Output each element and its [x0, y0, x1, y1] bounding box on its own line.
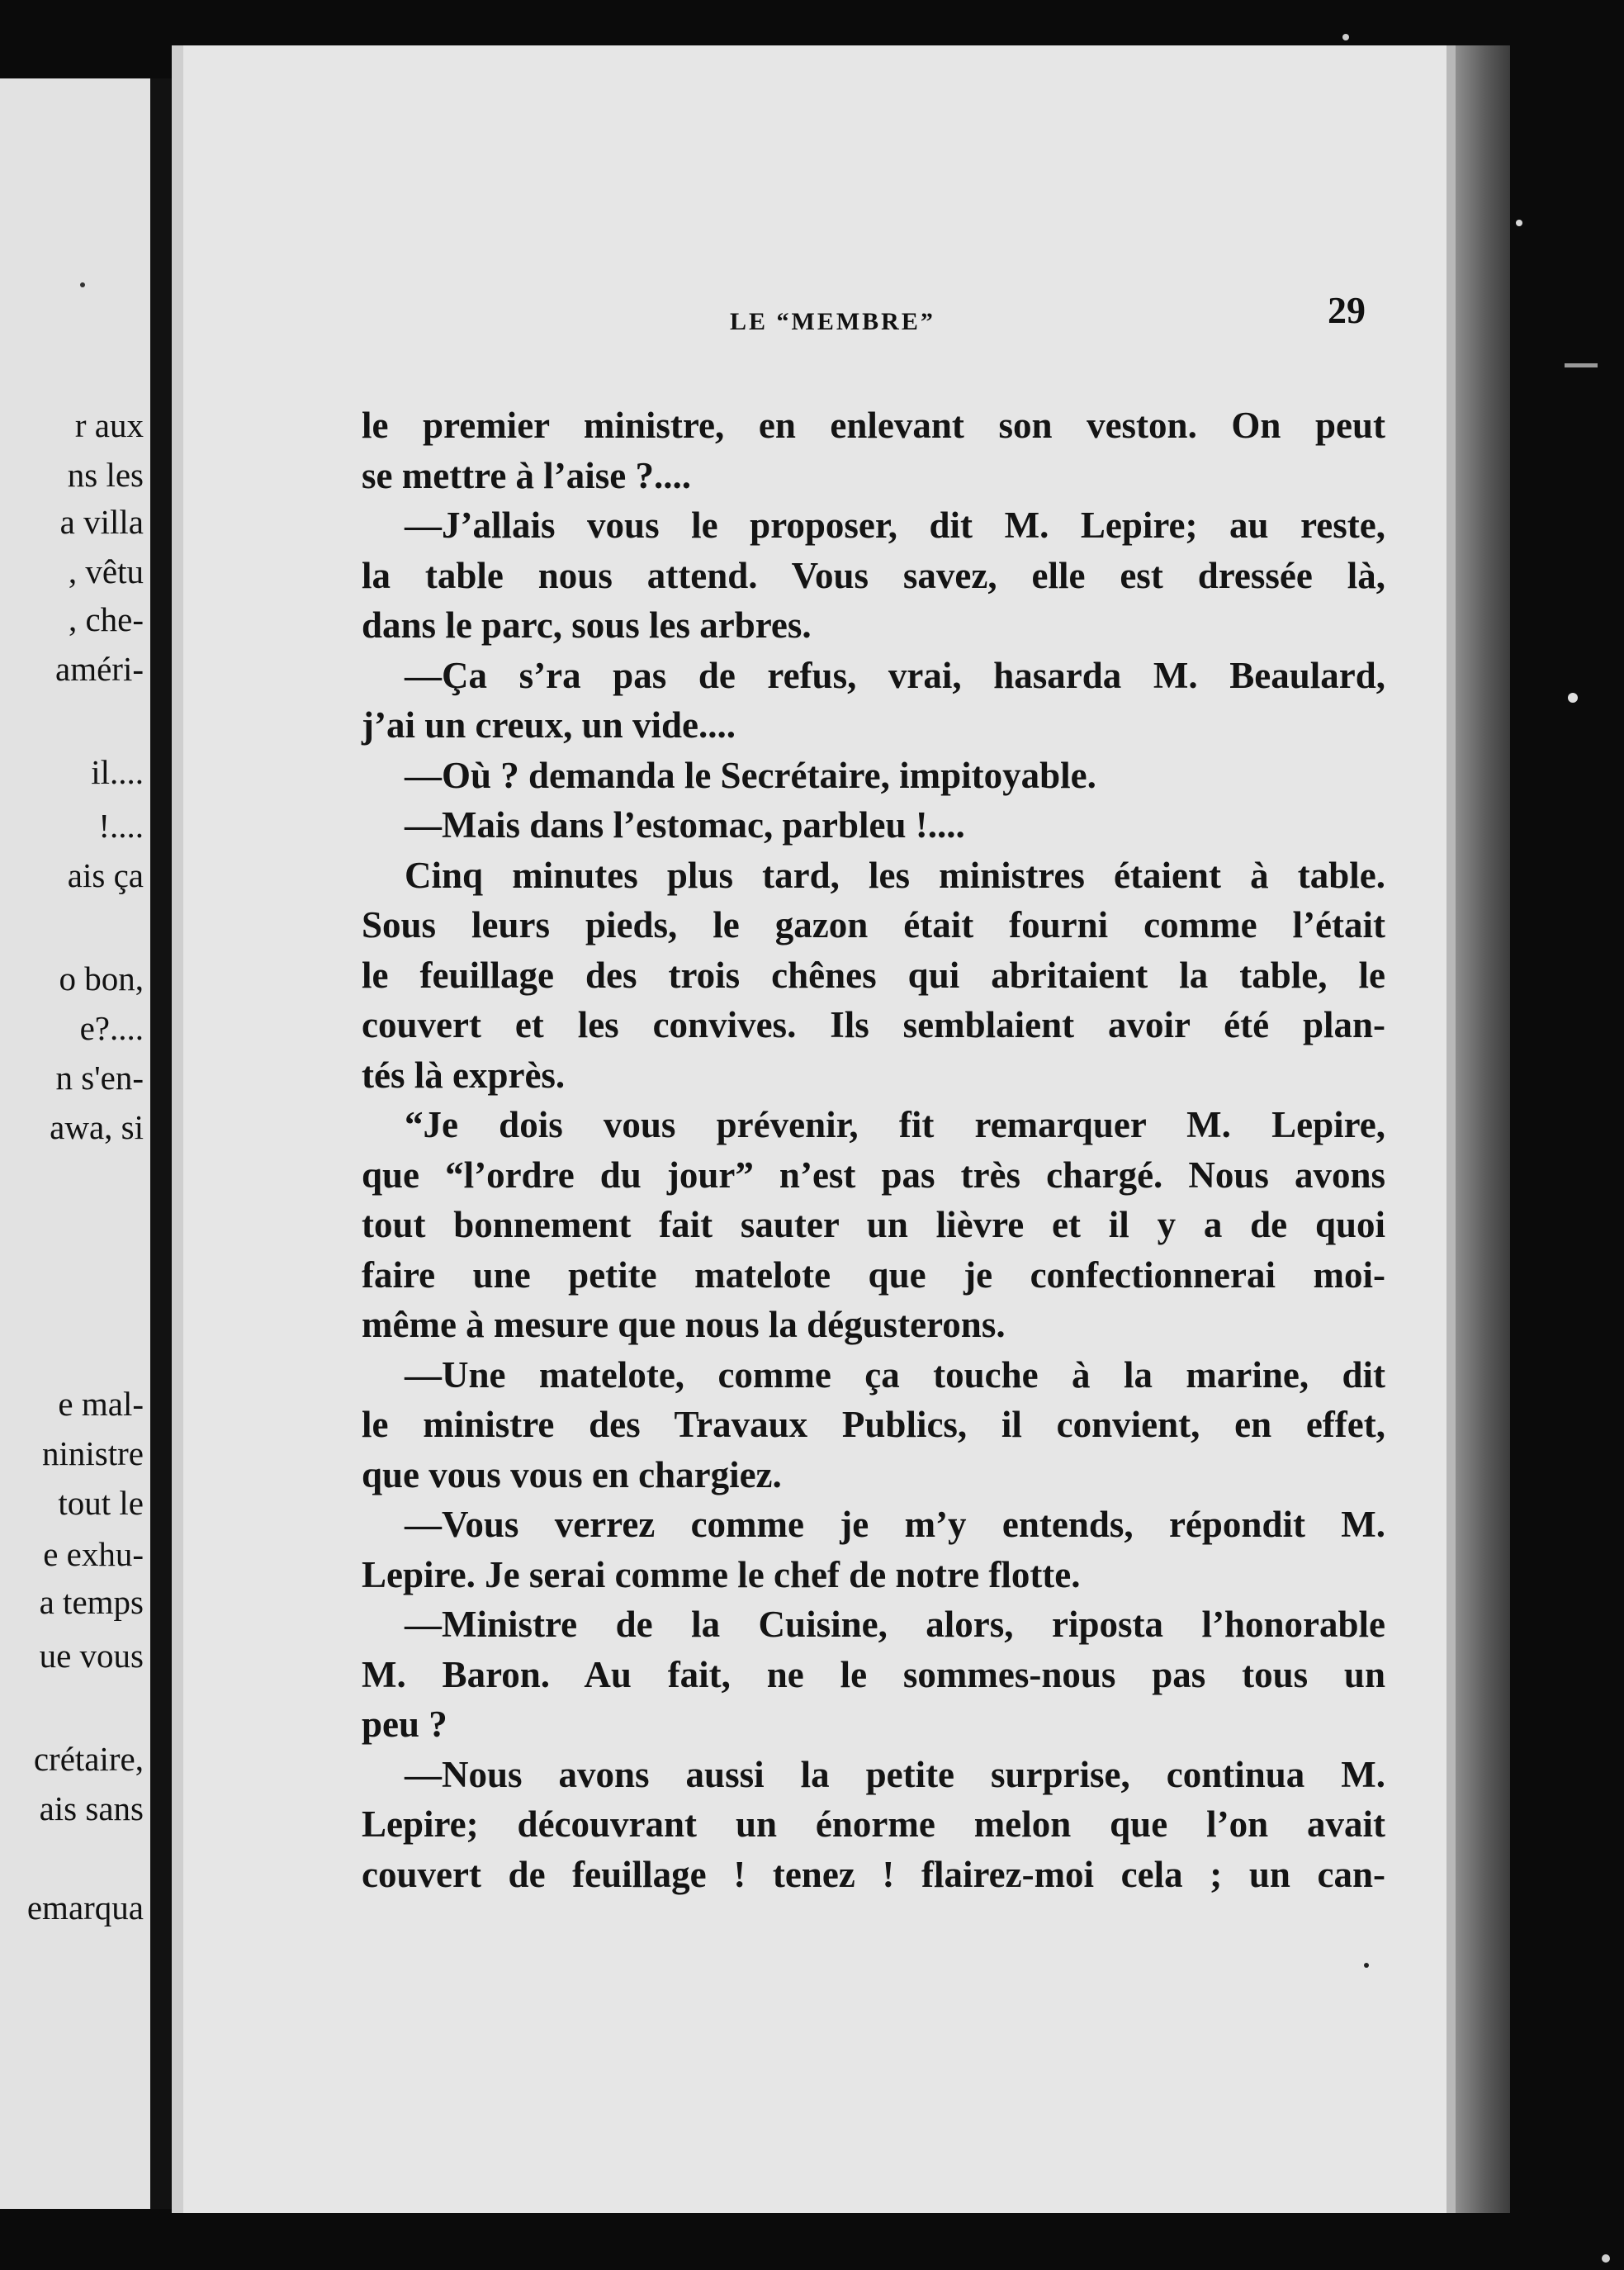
text-line: tout bonnement fait sauter un lièvre et il y a de quoi	[362, 1204, 1385, 1245]
text-line: tés là exprès.	[362, 1054, 566, 1096]
text-line: couvert et les convives. Ils semblaient avoir été plan-	[362, 1004, 1385, 1045]
left-page-line: il....	[91, 753, 144, 791]
text-line: —J’allais vous le proposer, dit M. Lepire; au reste,	[405, 505, 1385, 546]
book-gutter	[150, 78, 173, 2209]
left-page-fragment	[0, 78, 150, 2209]
left-page-line: r aux	[74, 406, 144, 444]
text-line: faire une petite matelote que je confectionnerai moi-	[362, 1253, 1385, 1296]
left-page-line: , vêtu	[68, 552, 144, 590]
text-line: dans le parc, sous les arbres.	[362, 604, 812, 646]
left-page-line: o bon,	[59, 960, 144, 998]
text-line: Sous leurs pieds, le gazon était fourni comme l’était	[362, 904, 1385, 945]
left-page-line: tout le	[58, 1484, 144, 1522]
left-page-line: ninistre	[42, 1434, 144, 1472]
text-line: le premier ministre, en enlevant son veston. On peut	[362, 405, 1385, 446]
left-page-line: , che-	[68, 600, 144, 638]
text-line: que “l’ordre du jour” n’est pas très chargé. Nous avons	[362, 1154, 1385, 1196]
left-page-line: !....	[98, 807, 144, 845]
left-page-line: a temps	[39, 1583, 144, 1621]
page-stack-edge	[1456, 45, 1510, 2213]
left-page-line: e exhu-	[43, 1535, 144, 1573]
left-page-line: n s'en-	[55, 1059, 144, 1097]
text-line: j’ai un creux, un vide....	[362, 704, 736, 746]
text-line: la table nous attend. Vous savez, elle est dressée là,	[362, 554, 1385, 596]
text-line: Lepire. Je serai comme le chef de notre flotte.	[362, 1553, 1081, 1595]
text-line: se mettre à l’aise ?....	[362, 454, 692, 496]
left-page-line: ais sans	[39, 1789, 144, 1827]
left-page-line: awa, si	[50, 1108, 144, 1146]
text-line: M. Baron. Au fait, ne le sommes-nous pas tous un	[362, 1653, 1385, 1695]
left-page-line: e mal-	[58, 1385, 144, 1423]
text-line: —Une matelote, comme ça touche à la marine, dit	[405, 1353, 1385, 1396]
left-page-line: crétaire,	[33, 1740, 144, 1778]
left-page-line: e?....	[79, 1009, 144, 1047]
left-page-line: ns les	[67, 456, 144, 494]
text-line: le feuillage des trois chênes qui abritaient la table, le	[362, 954, 1385, 996]
text-line: Cinq minutes plus tard, les ministres étaient à table.	[405, 854, 1385, 896]
left-page-line: ais ça	[67, 856, 144, 894]
text-line: même à mesure que nous la dégusterons.	[362, 1304, 1006, 1345]
text-line: Lepire; découvrant un énorme melon que l’on avait	[362, 1803, 1385, 1845]
text-line: le ministre des Travaux Publics, il convient, en effet,	[362, 1404, 1385, 1445]
book-page	[172, 45, 1456, 2213]
text-line: —Nous avons aussi la petite surprise, continua M.	[405, 1753, 1385, 1795]
text-line: couvert de feuillage ! tenez ! flairez-moi cela ; un can-	[362, 1853, 1385, 1895]
text-line: que vous vous en chargiez.	[362, 1453, 782, 1495]
text-line: —Ça s’ra pas de refus, vrai, hasarda M. Beaulard,	[405, 654, 1385, 696]
text-line: peu ?	[362, 1704, 447, 1745]
left-page-line: améri-	[55, 650, 144, 688]
text-line: “Je dois vous prévenir, fit remarquer M. Lepire,	[405, 1104, 1385, 1145]
text-line: —Mais dans l’estomac, parbleu !....	[405, 804, 965, 846]
page-body-text	[362, 400, 1385, 1899]
left-page-line: ue vous	[39, 1637, 144, 1675]
running-header: LE “MEMBRE”	[730, 308, 935, 335]
left-page-line: a villa	[59, 503, 144, 541]
left-page-line: emarqua	[26, 1889, 144, 1926]
text-line: —Où ? demanda le Secrétaire, impitoyable.	[405, 754, 1096, 796]
page-number: 29	[1328, 289, 1366, 331]
text-line: —Ministre de la Cuisine, alors, riposta l’honorable	[405, 1604, 1385, 1645]
text-line: —Vous verrez comme je m’y entends, répondit M.	[405, 1504, 1385, 1545]
